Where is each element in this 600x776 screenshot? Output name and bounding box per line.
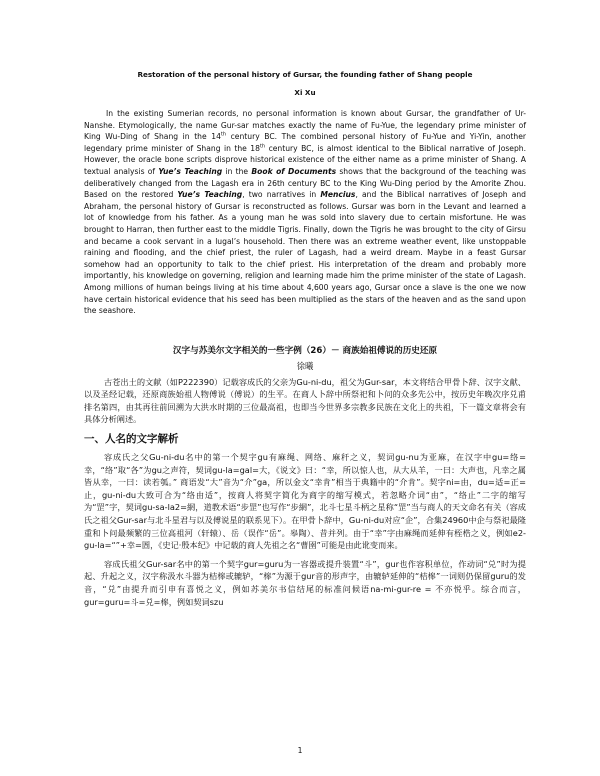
paper-title: Restoration of the personal history of Gursar, the founding father of Shang people [137,70,473,79]
chinese-author: 徐曦 [296,360,314,371]
section-heading: 一、人名的文字解析 [84,433,179,446]
chinese-title: 汉字与苏美尔文字相关的一些字例（26）－ 商族始祖傅说的历史还原 [172,345,438,356]
page-number: 1 [297,746,303,755]
paper-author: Xi Xu [294,88,316,97]
chinese-paragraph: 容成氏祖父Gur-sar名中的第一个契字gur=guru为一容器或提升装置“斗”，gur也作容积单位，作动词“兑”时为提起、升起之义，汉字称汲水斗器为桔槔或辘轳，“槔”为源于gur音的形声字，由辘轳延伸的“桔槔”一词则仍保留guru的发音，“兑”由提升而引申有喜悦之义，例如苏美尔书信结尾的标准问候语na-mi-gur-re = 不亦悦乎。综合而言，gur=guru=斗=兑=槔，例如契词szu [84,558,526,607]
chinese-paragraph: 容成氏之父Gu-ni-du名中的第一个契字gu有麻绳、网络、麻秆之义，契词gu-nu为亚麻，在汉字中gu=络=幸，“络”取“各”为gu之声符，契词gu-la=gal=大，《说文》曰：“幸，所以惊人也，从大从羊，一曰：大声也，凡幸之属皆从幸，一曰：读若瓠。” 商语发“大”音为“介”ga，所以金文“幸肯”相当于典籍中的“介肯”。契字ni=由，du=适=正=止，gu-ni-du大致可合为“络由适”，按商人将契字简化为商字的缩写模式，若忽略介词“由”，“络止”二字的缩写为“罡”字，契词gu-sa-la2=網，道教术语“步罡”也写作“步網”，北斗七星斗柄之星称“罡”当与商人的天文命名有关（容成氏之祖父Gur-sar与北斗星君与以及傅说星的联系见下）。在甲骨卜辞中，Gu-ni-du对应“企”，合集24960中企与祭祀最隆重和卜问最频繁的三位高祖河（轩辕）、岳（误作“岳”。皋陶）、昔并列。由于“幸”字由麻绳而延伸有桎梏之义，例如e2-gu-la=“”+幸=圄，《史记·殷本纪》中记载的商人先祖之名“曹圉”可能是由此讹变而来。 [84,452,526,551]
english-abstract: In the existing Sumerian records, no personal information is known about Gursar, the grandfather of Ur-Nanshe. Etymologically, the name Gur-sar matches exactly the name of Fu-Yue, the legendary prime minister of King Wu-Ding of Shang in the 14th century BC. The combined personal history of Fu-Yue and Yi-Yin, another legendary prime minister of Shang in the 18th century BC, is almost identical to the Biblical narrative of Joseph. However, the oracle bone scripts disprove historical existence of the either name as a prime minister of Shang. A textual analysis of Yue’s Teaching in the Book of Documents shows that the background of the teaching was deliberatively changed from the Lagash era in 26th century BC to the King Wu-Ding period by the Amorite Zhou. Based on the restored Yue’s Teaching, two narratives in Mencius, and the Biblical narratives of Joseph and Abraham, the personal history of Gursar is reconstructed as follows. Gursar was born in the Levant and learned a lot of knowledge from his father. As a young man he was sold into slavery due to certain misfortune. He was brought to Harran, then further east to the middle Tigris. Finally, down the Tigris he was brought to the city of Girsu and became a cook servant in a lugal’s household. Then there was an extreme weather event, like unstoppable raining and flooding, and the chief priest, the ruler of Lagash, had a weird dream. Maybe in a feast Gursar somehow had an opportunity to talk to the chief priest. His interpretation of the dream and probably more importantly, his knowledge on governing, religion and learning made him the prime minister of the state of Lagash. Among millions of human beings living at his time about 4,600 years ago, Gursar once a slave is the one we now have certain historical evidence that his seed has been multiplied as the stars of the heaven and as the sand upon the seashore. [84,109,527,316]
chinese-intro-paragraph: 古苍出土的文献（如P222390）记载容成氏的父亲为Gu-ni-du，祖父为Gur-sar，本文将结合甲骨卜辞、汉字文献、以及圣经记载，还原商族始祖人物傅说（傅说）的生平。在商人卜辞中所祭祀和卜问的众多先公中，按历史年晚次序兑甫排名第四，由其再往前回溯为大洪水时期的三位最高祖，也即当今世界多宗教多民族在文化上的共祖，下一篇文章将会有具体分析阐述。 [84,376,526,425]
